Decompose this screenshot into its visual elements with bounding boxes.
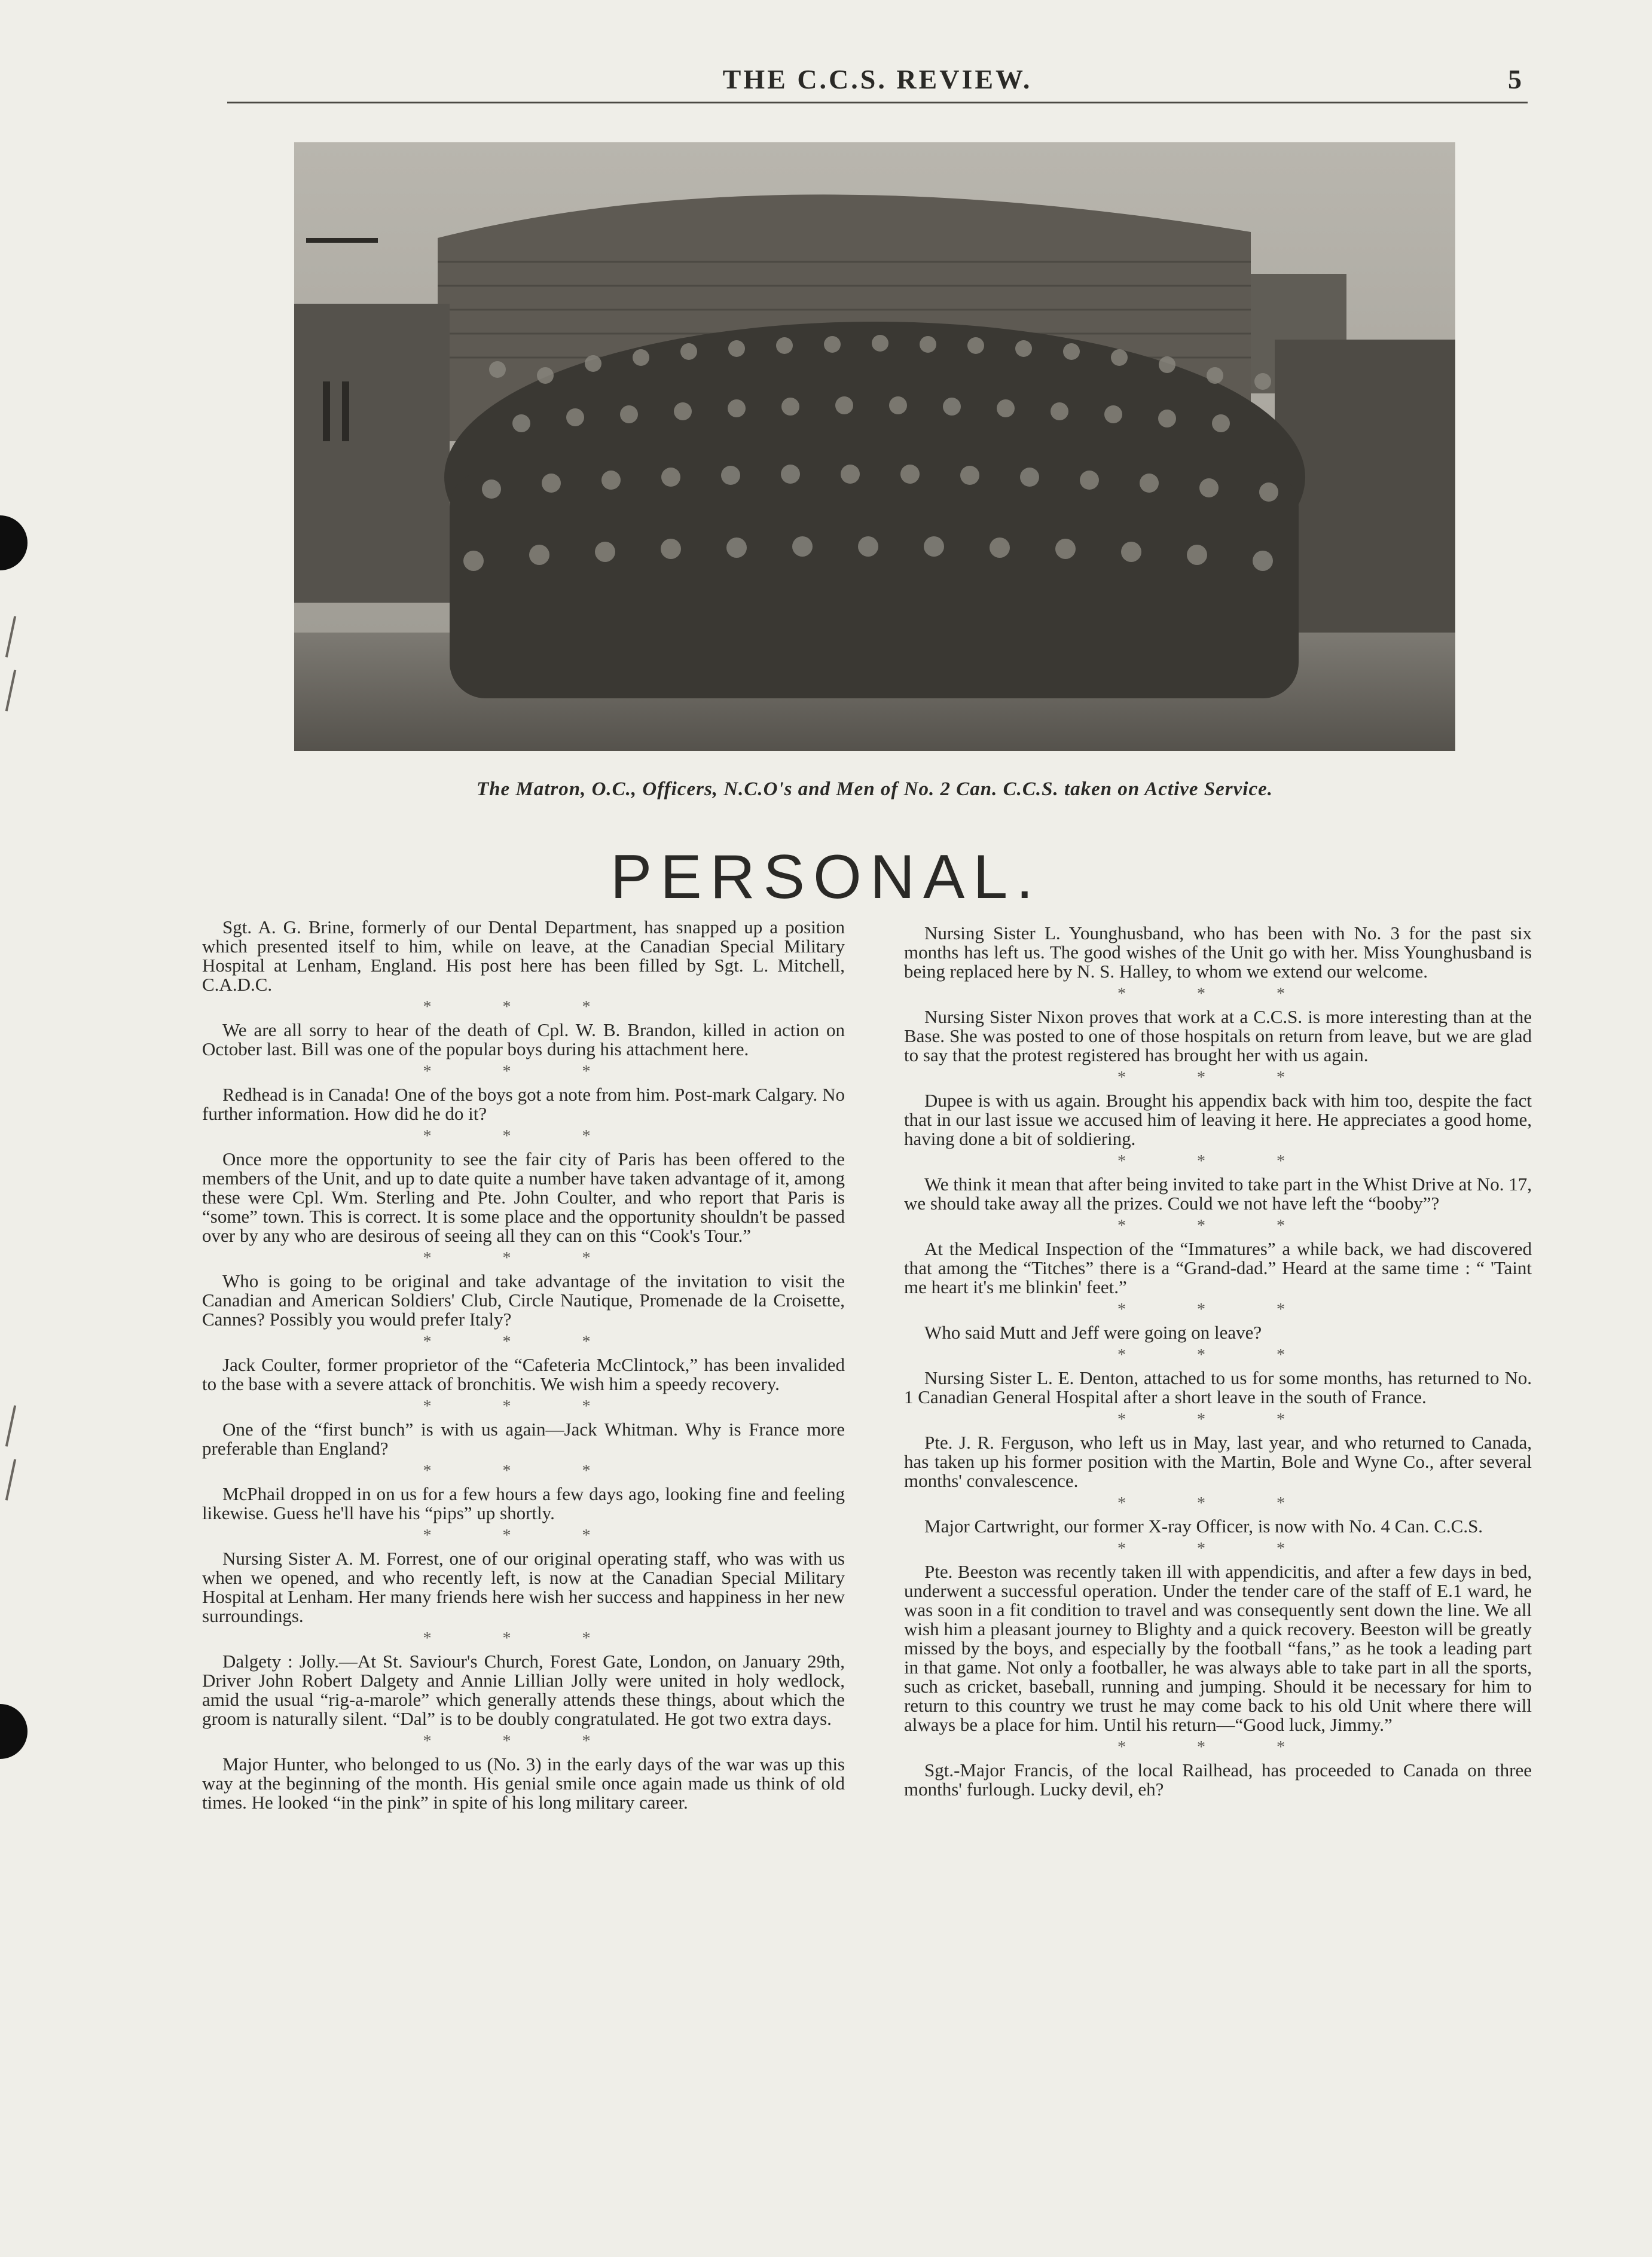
item-separator: * * *: [1117, 1494, 1318, 1513]
binding-mark: [5, 616, 16, 657]
item-separator: * * *: [423, 998, 624, 1016]
news-item: Pte. Beeston was recently taken ill with appendicitis, and after a few days in bed, underwent a successful operation. Under the tender care of the staff of E.1 ward, he was soon in a fit condition to travel and was consequently sent down the line. We all wish him a pleasant journey to Blighty and a quick recovery. Beeston will be greatly missed by the boys, and especially by the football “fans,” as he took a leading part in that game. Not only a footballer, he was always able to take part in all the sports, such as cricket, baseball, running and jumping. Should it be necessary for him to return to this country we trust he may come back to his old Unit where there will always be a place for him. Until his return—“Good luck, Jimmy.”: [904, 1561, 1532, 1735]
news-item: Nursing Sister Nixon proves that work at a C.C.S. is more interesting than at the Base. She was posted to one of those hospitals on return from leave, but we are glad to say that the protest registered has brought her with us again.: [904, 1006, 1532, 1065]
news-item: Nursing Sister L. Younghusband, who has been with No. 3 for the past six months has left us. The good wishes of the Unit go with her. Miss Younghusband is being replaced here by N. S. Halley, to whom we extend our welcome.: [904, 923, 1532, 982]
photo-illustration: [294, 142, 1455, 751]
item-separator: * * *: [1117, 1346, 1318, 1364]
item-separator: * * *: [1117, 1540, 1318, 1558]
news-item: Once more the opportunity to see the fair city of Paris has been offered to the members of the Unit, and up to date quite a number have taken advantage of it, among these were Cpl. Wm. Sterling and Pte. John Coulter, and who report that Paris is “some” town. This is correct. It is some place and the opportunity shouldn't be passed over by any who are desirous of seeing all they can on this “Cook's Tour.”: [202, 1149, 845, 1246]
news-item: Sgt. A. G. Brine, formerly of our Dental Department, has snapped up a position which presented itself to him, while on leave, at the Canadian Special Military Hospital at Lenham, England. His post here has been filled by Sgt. L. Mitchell, C.A.D.C.: [202, 917, 845, 995]
item-separator: * * *: [1117, 985, 1318, 1003]
item-separator: * * *: [423, 1062, 624, 1081]
item-separator: * * *: [423, 1397, 624, 1416]
item-separator: * * *: [1117, 1300, 1318, 1319]
item-separator: * * *: [1117, 1152, 1318, 1171]
news-item: Major Hunter, who belonged to us (No. 3) in the early days of the war was up this way at the beginning of the month. His genial smile once again made us think of old times. He looked “in the pink” in spite of his long military career.: [202, 1754, 845, 1813]
item-separator: * * *: [1117, 1738, 1318, 1757]
news-item: Who is going to be original and take advantage of the invitation to visit the Canadian and American Soldiers' Club, Circle Nautique, Promenade de la Croisette, Cannes? Possibly you would prefer Italy?: [202, 1270, 845, 1330]
news-item: We think it mean that after being invited to take part in the Whist Drive at No. 17, we should take away all the prizes. Could we not have left the “booby”?: [904, 1174, 1532, 1214]
right-column: [904, 924, 1532, 1799]
news-item: Dalgety : Jolly.—At St. Saviour's Church, Forest Gate, London, on January 29th, Driver John Robert Dalgety and Annie Lillian Jolly were united in holy wedlock, amid the usual “rig-a-marole” which generally attends these things, about which the groom is naturally silent. “Dal” is to be doubly congratulated. He got two extra days.: [202, 1651, 845, 1729]
news-item: Nursing Sister L. E. Denton, attached to us for some months, has returned to No. 1 Canadian General Hospital after a short leave in the south of France.: [904, 1367, 1532, 1407]
item-separator: * * *: [423, 1249, 624, 1268]
news-item: Redhead is in Canada! One of the boys got a note from him. Post-mark Calgary. No further information. How did he do it?: [202, 1084, 845, 1124]
item-separator: * * *: [1117, 1410, 1318, 1429]
news-item: One of the “first bunch” is with us again—Jack Whitman. Why is France more preferable than England?: [202, 1419, 845, 1459]
section-heading: PERSONAL.: [610, 842, 1042, 912]
item-separator: * * *: [423, 1333, 624, 1351]
news-item: Major Cartwright, our former X-ray Officer, is now with No. 4 Can. C.C.S.: [924, 1516, 1483, 1537]
photo-caption: The Matron, O.C., Officers, N.C.O's and Men of No. 2 Can. C.C.S. taken on Active Service.: [476, 778, 1274, 800]
news-item: Pte. J. R. Ferguson, who left us in May, last year, and who returned to Canada, has taken up his former position with the Martin, Bole and Wyne Co., after several months' convalescence.: [904, 1432, 1532, 1491]
binding-hole-bottom: [0, 1704, 28, 1759]
page-number: 5: [1508, 64, 1522, 94]
item-separator: * * *: [423, 1629, 624, 1648]
news-item: McPhail dropped in on us for a few hours a few days ago, looking fine and feeling likewise. Guess he'll have his “pips” up shortly.: [202, 1483, 845, 1523]
news-item: Jack Coulter, former proprietor of the “Cafeteria McClintock,” has been invalided to the base with a severe attack of bronchitis. We wish him a speedy recovery.: [202, 1354, 845, 1394]
news-item: Who said Mutt and Jeff were going on leave?: [924, 1322, 1262, 1343]
binding-mark: [5, 1405, 16, 1446]
news-item: Nursing Sister A. M. Forrest, one of our original operating staff, who was with us when we opened, and who recently left, is now at the Canadian Special Military Hospital at Lenham. Her many friends here wish her success and happiness in her new surroundings.: [202, 1548, 845, 1626]
binding-mark: [5, 670, 16, 711]
group-photograph: [294, 142, 1455, 751]
item-separator: * * *: [423, 1127, 624, 1146]
binding-hole-top: [0, 515, 28, 570]
item-separator: * * *: [1117, 1068, 1318, 1087]
news-item: Sgt.-Major Francis, of the local Railhead, has proceeded to Canada on three months' furlough. Lucky devil, eh?: [904, 1760, 1532, 1800]
news-item: At the Medical Inspection of the “Immatures” a while back, we had discovered that among the “Titches” there is a “Grand-dad.” Heard at the same time : “ 'Taint me heart it's me blinkin' feet.”: [904, 1238, 1532, 1297]
publication-title: THE C.C.S. REVIEW.: [722, 64, 1033, 94]
item-separator: * * *: [423, 1526, 624, 1545]
item-separator: * * *: [1117, 1217, 1318, 1235]
binding-mark: [5, 1459, 16, 1500]
left-column: [202, 918, 845, 1812]
item-separator: * * *: [423, 1462, 624, 1480]
news-item: Dupee is with us again. Brought his appendix back with him too, despite the fact that in our last issue we accused him of leaving it here. He appreciates a good home, having done a bit of soldiering.: [904, 1090, 1532, 1149]
running-header: [227, 60, 1528, 103]
news-item: We are all sorry to hear of the death of Cpl. W. B. Brandon, killed in action on October last. Bill was one of the popular boys during his attachment here.: [202, 1019, 845, 1059]
item-separator: * * *: [423, 1732, 624, 1751]
